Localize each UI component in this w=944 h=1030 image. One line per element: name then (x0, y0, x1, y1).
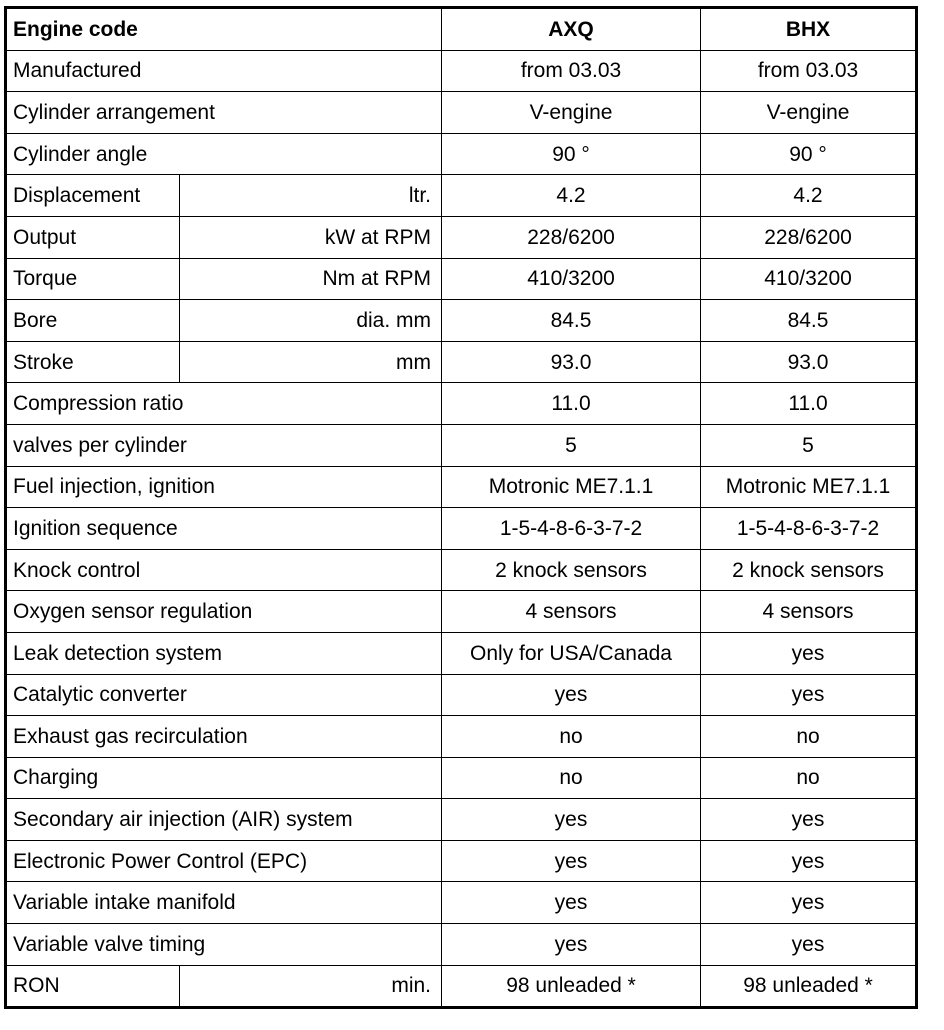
row-value-axq: 4 sensors (442, 591, 701, 633)
row-value-bhx: 5 (701, 424, 917, 466)
table-row (6, 508, 917, 550)
table-row (6, 674, 917, 716)
table-row (6, 549, 917, 591)
table-row (6, 92, 917, 134)
row-value-bhx: 98 unleaded * (701, 965, 917, 1008)
row-value-bhx: 2 knock sensors (701, 549, 917, 591)
engine-spec-table (4, 6, 918, 1009)
row-value-bhx: yes (701, 632, 917, 674)
row-unit: dia. mm (180, 300, 442, 342)
row-label: Compression ratio (6, 383, 442, 425)
row-value-axq: from 03.03 (442, 50, 701, 92)
row-value-bhx: 90 ° (701, 133, 917, 175)
row-value-axq: 4.2 (442, 175, 701, 217)
table-row (6, 175, 917, 217)
table-row (6, 216, 917, 258)
row-unit: mm (180, 341, 442, 383)
row-label: Cylinder arrangement (6, 92, 442, 134)
header-col-axq: AXQ (442, 8, 701, 51)
row-value-bhx: yes (701, 799, 917, 841)
row-unit: ltr. (180, 175, 442, 217)
header-row (6, 8, 917, 51)
row-value-axq: yes (442, 924, 701, 966)
row-value-axq: yes (442, 674, 701, 716)
table-row (6, 466, 917, 508)
table-row (6, 258, 917, 300)
row-unit: min. (180, 965, 442, 1008)
row-label: valves per cylinder (6, 424, 442, 466)
row-value-axq: 2 knock sensors (442, 549, 701, 591)
row-value-axq: 410/3200 (442, 258, 701, 300)
row-value-bhx: from 03.03 (701, 50, 917, 92)
row-value-axq: no (442, 716, 701, 758)
row-value-axq: yes (442, 799, 701, 841)
header-col-bhx: BHX (701, 8, 917, 51)
row-value-axq: 93.0 (442, 341, 701, 383)
row-value-bhx: 4.2 (701, 175, 917, 217)
row-value-axq: yes (442, 882, 701, 924)
row-label: Torque (6, 258, 180, 300)
row-unit: Nm at RPM (180, 258, 442, 300)
table-row (6, 924, 917, 966)
row-label: Variable valve timing (6, 924, 442, 966)
table-row (6, 965, 917, 1008)
row-value-axq: V-engine (442, 92, 701, 134)
row-label: Exhaust gas recirculation (6, 716, 442, 758)
table-row (6, 50, 917, 92)
row-value-axq: 11.0 (442, 383, 701, 425)
row-value-axq: Only for USA/Canada (442, 632, 701, 674)
row-value-bhx: V-engine (701, 92, 917, 134)
row-label: Stroke (6, 341, 180, 383)
row-label: Ignition sequence (6, 508, 442, 550)
row-value-axq: Motronic ME7.1.1 (442, 466, 701, 508)
row-value-axq: 5 (442, 424, 701, 466)
table-row (6, 799, 917, 841)
row-label: Variable intake manifold (6, 882, 442, 924)
row-label: Leak detection system (6, 632, 442, 674)
spec-table-body (6, 8, 917, 1008)
row-value-bhx: yes (701, 924, 917, 966)
table-row (6, 133, 917, 175)
row-value-bhx: yes (701, 840, 917, 882)
row-value-axq: yes (442, 840, 701, 882)
table-row (6, 300, 917, 342)
row-value-bhx: no (701, 757, 917, 799)
row-label: Secondary air injection (AIR) system (6, 799, 442, 841)
row-unit: kW at RPM (180, 216, 442, 258)
table-row (6, 840, 917, 882)
row-value-axq: 84.5 (442, 300, 701, 342)
row-value-axq: no (442, 757, 701, 799)
row-label: Output (6, 216, 180, 258)
table-row (6, 632, 917, 674)
table-row (6, 591, 917, 633)
table-row (6, 882, 917, 924)
row-value-bhx: 410/3200 (701, 258, 917, 300)
row-value-bhx: 84.5 (701, 300, 917, 342)
table-row (6, 341, 917, 383)
row-label: Fuel injection, ignition (6, 466, 442, 508)
row-value-bhx: yes (701, 882, 917, 924)
row-label: Manufactured (6, 50, 442, 92)
row-label: RON (6, 965, 180, 1008)
table-row (6, 716, 917, 758)
row-label: Charging (6, 757, 442, 799)
row-label: Oxygen sensor regulation (6, 591, 442, 633)
row-value-bhx: 93.0 (701, 341, 917, 383)
row-label: Knock control (6, 549, 442, 591)
header-label: Engine code (6, 8, 442, 51)
row-label: Catalytic converter (6, 674, 442, 716)
row-value-bhx: 4 sensors (701, 591, 917, 633)
row-value-bhx: yes (701, 674, 917, 716)
row-value-bhx: 1-5-4-8-6-3-7-2 (701, 508, 917, 550)
table-row (6, 757, 917, 799)
row-value-bhx: Motronic ME7.1.1 (701, 466, 917, 508)
row-value-bhx: 228/6200 (701, 216, 917, 258)
row-value-axq: 1-5-4-8-6-3-7-2 (442, 508, 701, 550)
table-row (6, 424, 917, 466)
row-label: Cylinder angle (6, 133, 442, 175)
row-value-bhx: no (701, 716, 917, 758)
row-value-axq: 90 ° (442, 133, 701, 175)
row-value-bhx: 11.0 (701, 383, 917, 425)
row-value-axq: 98 unleaded * (442, 965, 701, 1008)
row-label: Displacement (6, 175, 180, 217)
row-label: Bore (6, 300, 180, 342)
row-label: Electronic Power Control (EPC) (6, 840, 442, 882)
table-row (6, 383, 917, 425)
row-value-axq: 228/6200 (442, 216, 701, 258)
